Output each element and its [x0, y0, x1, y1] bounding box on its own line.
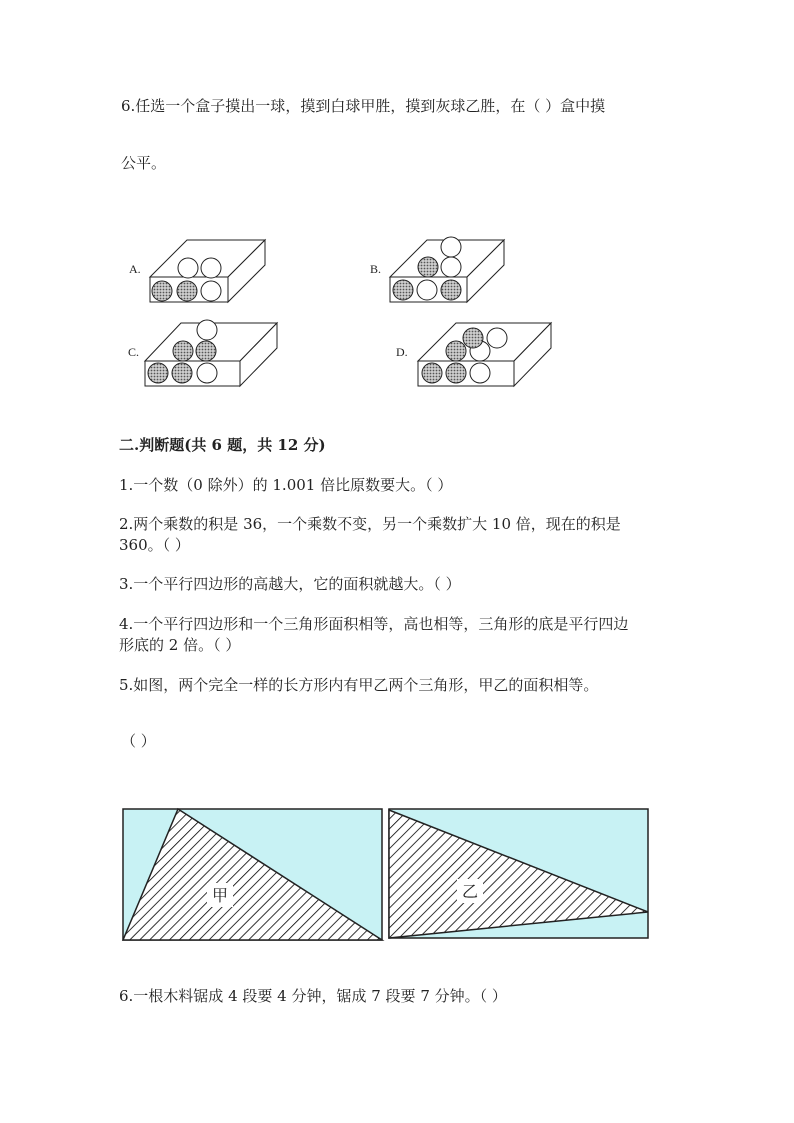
white-ball	[487, 328, 507, 348]
judgment-item-6: 6.一根木料锯成 4 段要 4 分钟，锯成 7 段要 7 分钟。（ ）	[119, 987, 507, 1005]
question-6-text-line1: 6.任选一个盒子摸出一球，摸到白球甲胜，摸到灰球乙胜，在（ ）盒中摸	[121, 97, 606, 115]
question-6-text-line2: 公平。	[121, 154, 167, 172]
judgment-item-4-line2: 形底的 2 倍。（ ）	[119, 636, 241, 654]
judgment-item-2-line1: 2.两个乘数的积是 36，一个乘数不变，另一个乘数扩大 10 倍，现在的积是	[119, 515, 621, 533]
white-ball	[441, 257, 461, 277]
white-ball	[197, 320, 217, 340]
white-ball	[470, 363, 490, 383]
option-d-label: D.	[396, 345, 408, 359]
option-a-label: A.	[129, 262, 141, 276]
judgment-item-3: 3.一个平行四边形的高越大，它的面积就越大。（ ）	[119, 575, 461, 593]
option-c-label: C.	[128, 345, 140, 359]
gray-ball	[446, 363, 466, 383]
gray-ball	[177, 281, 197, 301]
option-b-box	[390, 237, 504, 302]
white-ball	[441, 237, 461, 257]
gray-ball	[422, 363, 442, 383]
gray-ball	[393, 280, 413, 300]
triangle-figure-left	[123, 809, 382, 940]
judgment-item-2-line2: 360。（ ）	[119, 536, 190, 554]
triangle-figure-right	[389, 809, 648, 938]
judgment-item-4-line1: 4.一个平行四边形和一个三角形面积相等，高也相等，三角形的底是平行四边	[119, 615, 629, 633]
option-d-box	[418, 323, 551, 386]
gray-ball	[441, 280, 461, 300]
option-c-box	[145, 320, 277, 386]
judgment-item-5-line1: 5.如图，两个完全一样的长方形内有甲乙两个三角形，甲乙的面积相等。	[119, 676, 599, 694]
white-ball	[178, 258, 198, 278]
white-ball	[417, 280, 437, 300]
gray-ball	[173, 341, 193, 361]
gray-ball	[463, 328, 483, 348]
white-ball	[201, 281, 221, 301]
gray-ball	[196, 341, 216, 361]
triangle-yi-label: 乙	[461, 882, 479, 901]
judgment-item-1: 1.一个数（0 除外）的 1.001 倍比原数要大。（ ）	[119, 476, 453, 494]
gray-ball	[172, 363, 192, 383]
triangle-jia-label: 甲	[211, 886, 229, 905]
gray-ball	[418, 257, 438, 277]
judgment-item-5-line2: （ ）	[121, 732, 156, 750]
option-b-label: B.	[370, 262, 382, 276]
gray-ball	[148, 363, 168, 383]
gray-ball	[152, 281, 172, 301]
white-ball	[201, 258, 221, 278]
white-ball	[197, 363, 217, 383]
gray-ball	[446, 341, 466, 361]
option-a-box	[150, 240, 265, 302]
section-heading: 二.判断题(共 6 题，共 12 分)	[119, 436, 326, 454]
